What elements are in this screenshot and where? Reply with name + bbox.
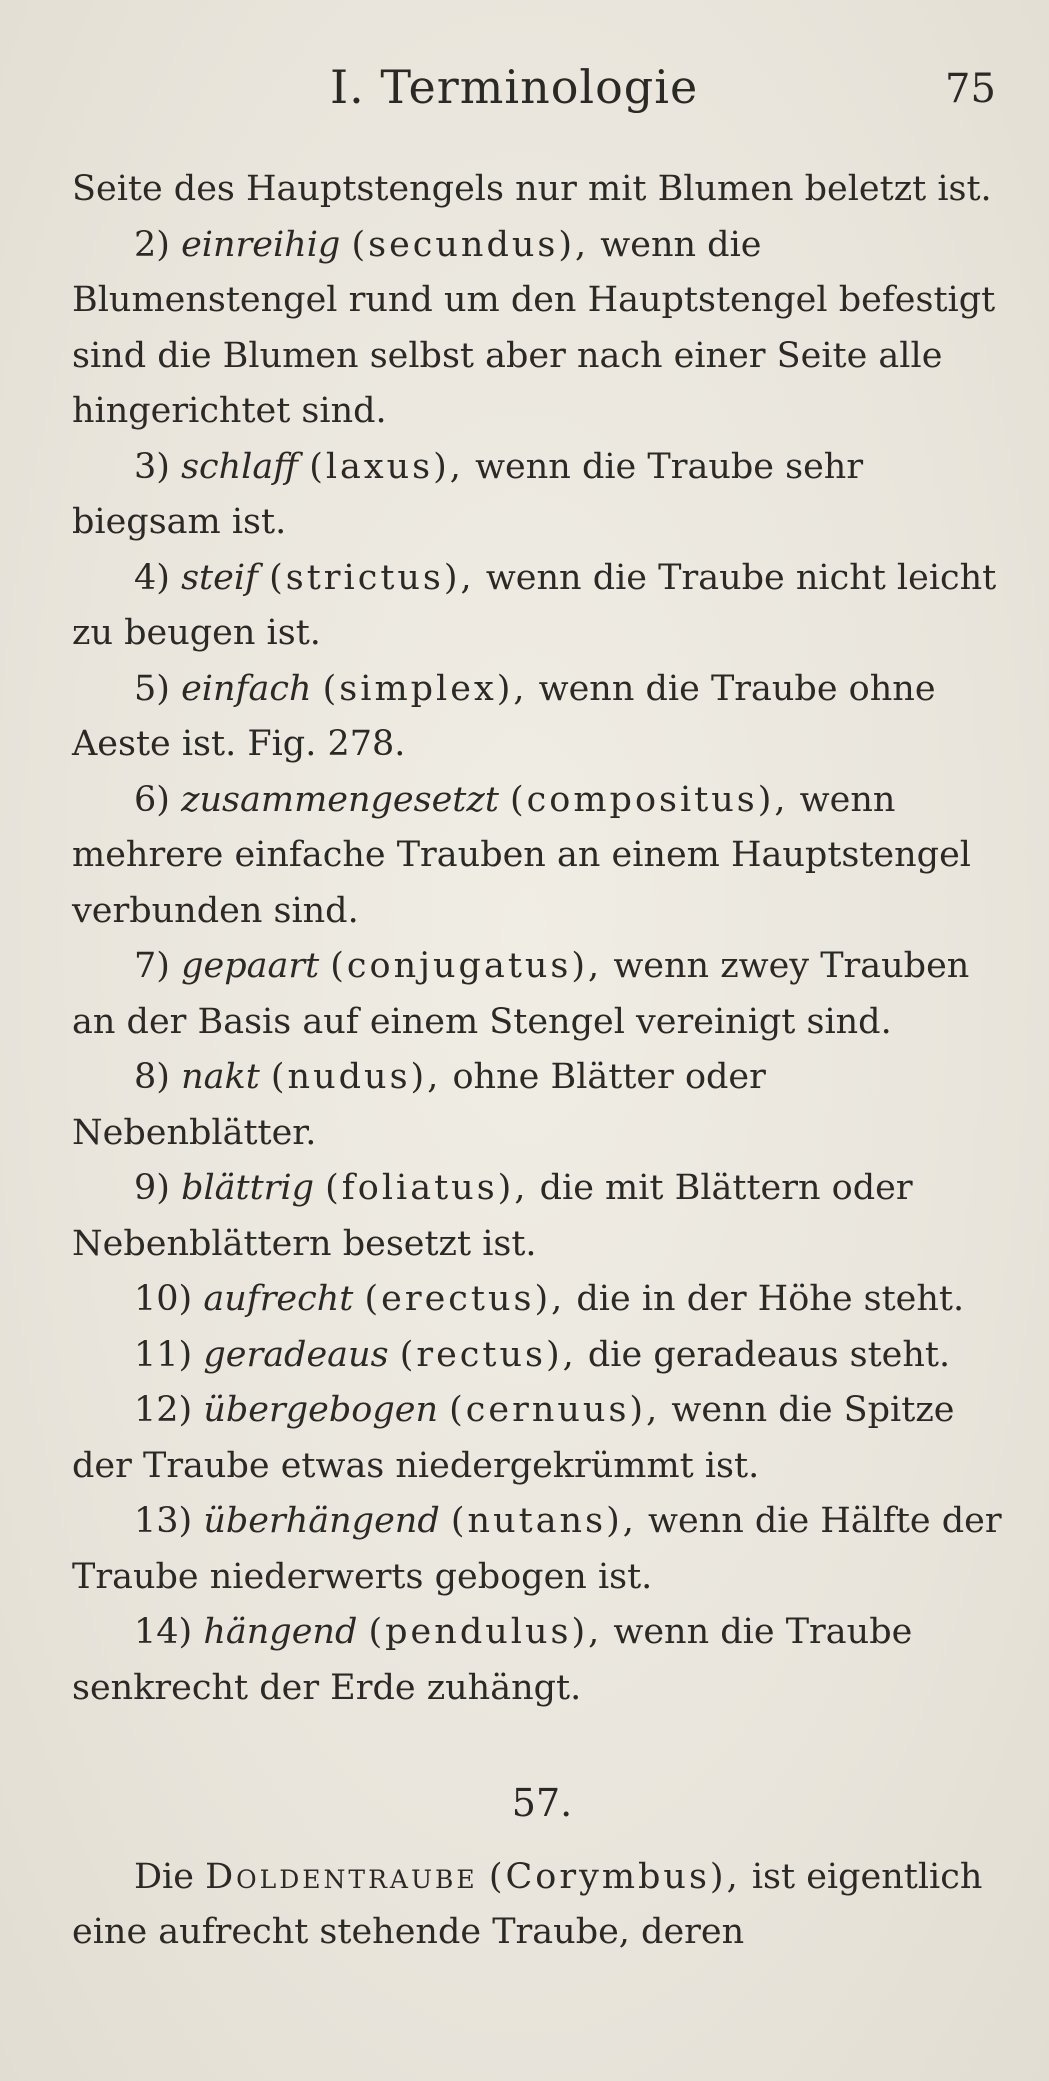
item-number: 9) (134, 1168, 170, 1208)
term-item (72, 939, 1012, 1050)
item-description: wenn mehrere einfache Trauben an einem Hauptstengel verbunden sind. (72, 779, 971, 931)
term-item (72, 1605, 1012, 1716)
item-term: hängend (203, 1612, 358, 1652)
item-number: 11) (134, 1334, 193, 1375)
item-number: 10) (134, 1279, 193, 1319)
item-number: 12) (134, 1390, 193, 1430)
running-title: I. Terminologie (330, 60, 699, 114)
item-number: 14) (134, 1612, 193, 1652)
item-term: gepaart (181, 946, 320, 986)
term-item (72, 218, 1012, 440)
page-number: 75 (945, 66, 996, 112)
item-description: ohne Blätter oder Nebenblätter. (72, 1057, 766, 1153)
item-latin: (simplex), (322, 668, 528, 709)
term-item (72, 1050, 1012, 1161)
item-description: wenn die Traube sehr biegsam ist. (72, 446, 864, 542)
page-header (0, 60, 1049, 130)
item-description: die mit Blättern oder Nebenblättern besetzt ist. (72, 1168, 913, 1264)
term-item (72, 1328, 1012, 1384)
item-latin: (secundus), (351, 224, 590, 265)
term-item (72, 662, 1012, 773)
section-text: ist eigentlich eine aufrecht stehende Traube, deren (72, 1856, 983, 1952)
term-list (72, 218, 1012, 1717)
item-description: wenn die Traube ohne Aeste ist. Fig. 278. (72, 668, 936, 764)
item-term: geradeaus (203, 1334, 389, 1375)
item-latin: (compositus), (510, 779, 789, 820)
item-latin: (nudus), (270, 1057, 442, 1097)
section-latin: (Corymbus), (488, 1856, 741, 1897)
item-latin: (erectus), (364, 1279, 566, 1319)
item-latin: (foliatus), (325, 1168, 529, 1208)
item-description: die geradeaus steht. (587, 1334, 951, 1375)
item-term: zusammengesetzt (181, 779, 499, 820)
item-term: blättrig (181, 1168, 315, 1208)
section-term: Doldentraube (205, 1856, 478, 1897)
term-item (72, 440, 1012, 551)
item-latin: (conjugatus), (330, 946, 603, 986)
item-number: 3) (134, 446, 170, 487)
term-item (72, 1494, 1012, 1605)
item-term: steif (181, 557, 258, 598)
item-number: 2) (134, 224, 170, 265)
item-description: wenn die Spitze der Traube etwas niedergekrümmt ist. (72, 1390, 955, 1486)
term-item (72, 1272, 1012, 1328)
item-number: 8) (134, 1057, 170, 1097)
section-number: 57. (511, 1781, 573, 1825)
item-number: 5) (134, 668, 170, 709)
item-number: 4) (134, 557, 170, 598)
item-term: überhängend (203, 1501, 440, 1541)
item-description: wenn zwey Trauben an der Basis auf einem Stengel vereinigt sind. (72, 946, 970, 1042)
item-latin: (strictus), (269, 557, 475, 598)
item-number: 13) (134, 1501, 193, 1541)
term-item (72, 551, 1012, 662)
continuation-paragraph: Seite des Hauptstengels nur mit Blumen beletzt ist. (72, 169, 992, 209)
item-description: wenn die Traube nicht leicht zu beugen ist. (72, 557, 997, 653)
item-description: wenn die Blumenstengel rund um den Hauptstengel befestigt sind die Blumen selbst aber nach einer Seite alle hingerichtet sind. (72, 224, 996, 431)
item-description: die in der Höhe steht. (576, 1279, 965, 1319)
term-item (72, 773, 1012, 940)
item-description: wenn die Hälfte der Traube niederwerts gebogen ist. (72, 1501, 1002, 1597)
term-item (72, 1383, 1012, 1494)
item-latin: (rectus), (399, 1334, 577, 1375)
item-term: schlaff (181, 446, 299, 487)
item-number: 6) (134, 779, 170, 820)
item-term: nakt (181, 1057, 260, 1097)
item-term: übergebogen (203, 1390, 438, 1430)
section-lead: Die (134, 1856, 194, 1897)
body-text (72, 162, 1012, 1961)
item-term: einfach (181, 668, 312, 709)
section-paragraph (72, 1850, 1012, 1961)
item-latin: (nutans), (450, 1501, 637, 1541)
item-term: einreihig (181, 224, 341, 265)
item-term: aufrecht (203, 1279, 354, 1319)
item-latin: (cernuus), (449, 1390, 661, 1430)
term-item (72, 1161, 1012, 1272)
item-latin: (laxus), (309, 446, 464, 487)
item-description: wenn die Traube senkrecht der Erde zuhängt. (72, 1612, 913, 1708)
item-number: 7) (134, 946, 170, 986)
item-latin: (pendulus), (368, 1612, 603, 1652)
